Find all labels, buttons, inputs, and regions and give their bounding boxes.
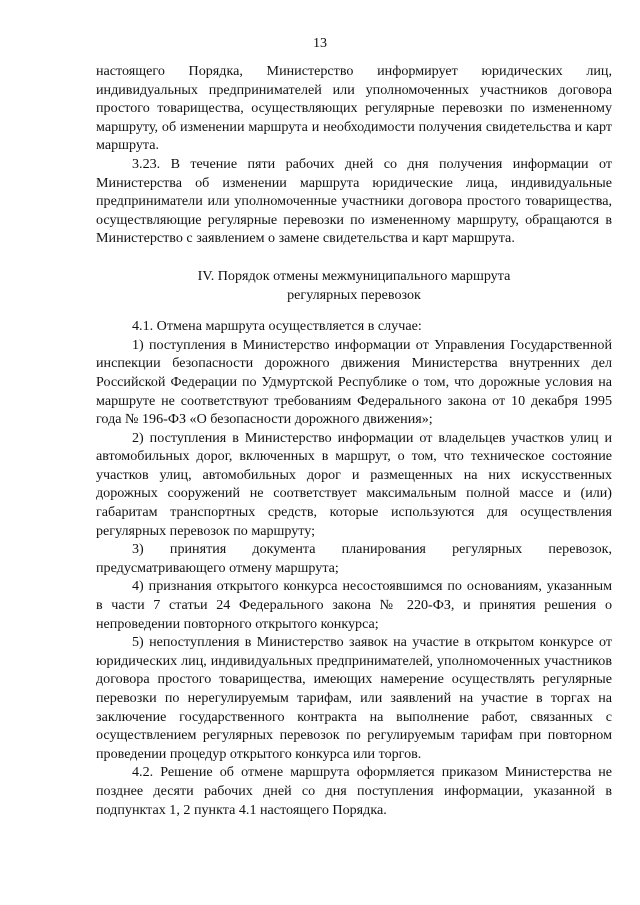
paragraph-3-23: 3.23. В течение пяти рабочих дней со дня получения информации от Министерства об изменении маршрута юридические лица, индивидуальные предприниматели или уполномоченные участники договора простого товарищества, осуществляющие регулярные перевозки по измененному маршруту, обращаются в Министерство с заявлением о замене свидетельства и карт маршрута. (96, 155, 612, 247)
spacer (96, 248, 612, 267)
paragraph-continuation: настоящего Порядка, Министерство информирует юридических лиц, индивидуальных предпринимателей или уполномоченных участников договора простого товарищества, осуществляющих регулярные перевозки по измененному маршруту, об изменении маршрута и необходимости получения свидетельства и карт маршрута. (96, 63, 612, 154)
paragraph-4-1: 4.1. Отмена маршрута осуществляется в случае: (132, 318, 422, 335)
list-item-2: 2) поступления в Министерство информации от владельцев участков улиц и автомобильных дорог, включенных в маршрут, о том, что техническое состояние участков улиц, автомобильных дорог и размещенных на них искусственных дорожных сооружений не соответствует максимальным полной массе и (или) габаритам транспортных средств, которые используются для осуществления регулярных перевозок по маршруту; (96, 429, 612, 539)
page-number: 13 (312, 35, 328, 51)
spacer (96, 304, 612, 317)
list-item-3: 3) принятия документа планирования регулярных перевозок, предусматривающего отмену маршрута; (96, 541, 612, 576)
section-heading-line-1: IV. Порядок отмены межмуниципального маршрута (197, 267, 511, 284)
document-body (96, 62, 612, 819)
list-item-4: 4) признания открытого конкурса несостоявшимся по основаниям, указанным в части 7 статьи 24 Федерального закона № 220-ФЗ, и принятия решения о непроведении повторного открытого конкурса; (96, 578, 612, 632)
list-item-1: 1) поступления в Министерство информации от Управления Государственной инспекции безопасности дорожного движения Министерства внутренних дел Российской Федерации по Удмуртской Республике о том, что дорожные условия на маршруте не соответствуют требованиям Федерального закона от 10 декабря 1995 года № 196-ФЗ «О безопасности дорожного движения»; (96, 336, 612, 428)
section-heading-line-2: регулярных перевозок (287, 286, 421, 303)
paragraph-4-2: 4.2. Решение об отмене маршрута оформляется приказом Министерства не позднее десяти рабочих дней со дня поступления информации, указанной в подпунктах 1, 2 пункта 4.1 настоящего Порядка. (96, 764, 612, 818)
list-item-5: 5) непоступления в Министерство заявок на участие в открытом конкурсе от юридических лиц, индивидуальных предпринимателей, уполномоченных участников договора простого товарищества, имеющих намерение осуществлять регулярные перевозки по нерегулируемым тарифам, или заявлений на участие в торгах на заключение государственного контракта на выполнение работ, связанных с осуществлением регулярных перевозок по регулируемым тарифам при повторном проведении процедур открытого конкурса или торгов. (96, 634, 612, 762)
